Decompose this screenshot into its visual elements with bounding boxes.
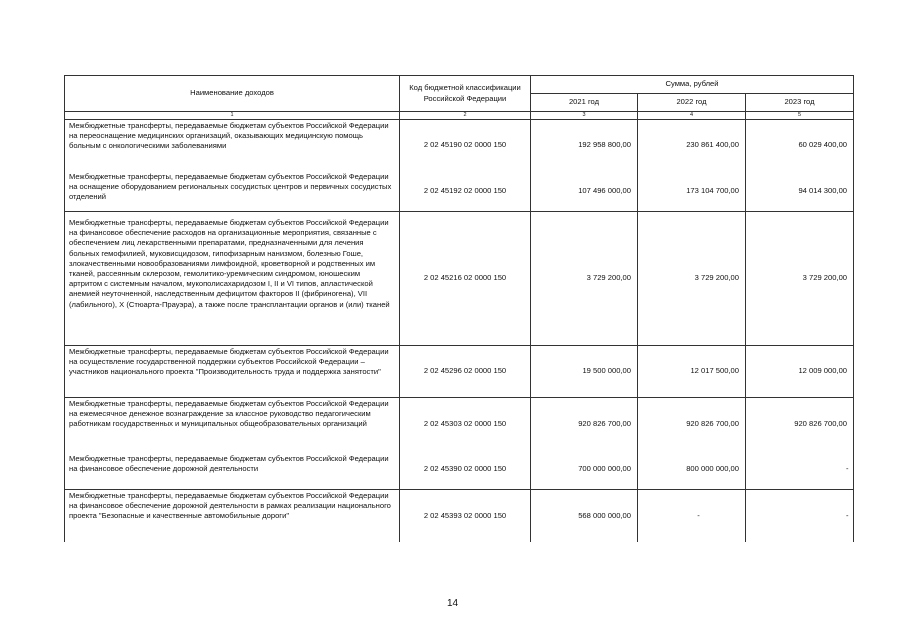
header-year-2022: 2022 год (638, 94, 746, 112)
col-number: 4 (638, 112, 746, 120)
revenue-name: Межбюджетные трансферты, передаваемые бюджетам субъектов Российской Федерации на ежемесячное денежное вознаграждение за классное руководство педагогическим работникам государственных и муниципальных общеобразовательных организаций (65, 398, 400, 450)
revenue-name: Межбюджетные трансферты, передаваемые бюджетам субъектов Российской Федерации на осуществление государственной поддержки субъектов Российской Федерации – участников национального проекта "Производительность труда и поддержка занятости" (65, 346, 400, 398)
budget-code: 2 02 45216 02 0000 150 (400, 212, 531, 346)
header-row-1 (65, 76, 854, 94)
revenue-name: Межбюджетные трансферты, передаваемые бюджетам субъектов Российской Федерации на финансовое обеспечение дорожной деятельности (65, 450, 400, 490)
col-number: 2 (400, 112, 531, 120)
amount-2023: - (746, 490, 854, 542)
col-number: 1 (65, 112, 400, 120)
column-number-row (65, 112, 854, 120)
amount-2021: 192 958 800,00 (531, 120, 638, 171)
budget-code: 2 02 45393 02 0000 150 (400, 490, 531, 542)
amount-2021: 568 000 000,00 (531, 490, 638, 542)
amount-2022: 3 729 200,00 (638, 212, 746, 346)
amount-2023: 12 009 000,00 (746, 346, 854, 398)
revenue-name: Межбюджетные трансферты, передаваемые бюджетам субъектов Российской Федерации на оснащение оборудованием региональных сосудистых центров и первичных сосудистых отделений (65, 171, 400, 212)
table-row (65, 450, 854, 490)
budget-code: 2 02 45390 02 0000 150 (400, 450, 531, 490)
budget-code: 2 02 45192 02 0000 150 (400, 171, 531, 212)
amount-2021: 19 500 000,00 (531, 346, 638, 398)
header-code: Код бюджетной классификации Российской Федерации (400, 76, 531, 112)
amount-2023: - (746, 450, 854, 490)
header-sum: Сумма, рублей (531, 76, 854, 94)
amount-2022: 173 104 700,00 (638, 171, 746, 212)
revenue-table (64, 75, 854, 542)
revenue-name: Межбюджетные трансферты, передаваемые бюджетам субъектов Российской Федерации на переоснащение медицинских организаций, оказывающих медицинскую помощь больным с онкологическими заболеваниями (65, 120, 400, 171)
col-number: 3 (531, 112, 638, 120)
amount-2023: 920 826 700,00 (746, 398, 854, 450)
header-year-2023: 2023 год (746, 94, 854, 112)
amount-2021: 920 826 700,00 (531, 398, 638, 450)
amount-2023: 3 729 200,00 (746, 212, 854, 346)
amount-2022: 12 017 500,00 (638, 346, 746, 398)
table-row (65, 490, 854, 542)
page-number: 14 (446, 598, 459, 609)
budget-code: 2 02 45190 02 0000 150 (400, 120, 531, 171)
table-row (65, 171, 854, 212)
amount-2021: 3 729 200,00 (531, 212, 638, 346)
amount-2021: 700 000 000,00 (531, 450, 638, 490)
amount-2023: 60 029 400,00 (746, 120, 854, 171)
table-row (65, 346, 854, 398)
amount-2023: 94 014 300,00 (746, 171, 854, 212)
amount-2022: 920 826 700,00 (638, 398, 746, 450)
header-year-2021: 2021 год (531, 94, 638, 112)
amount-2022: 230 861 400,00 (638, 120, 746, 171)
budget-code: 2 02 45303 02 0000 150 (400, 398, 531, 450)
table-row (65, 120, 854, 171)
budget-code: 2 02 45296 02 0000 150 (400, 346, 531, 398)
table-row (65, 398, 854, 450)
amount-2021: 107 496 000,00 (531, 171, 638, 212)
table-row (65, 212, 854, 346)
header-name: Наименование доходов (65, 76, 400, 112)
amount-2022: - (638, 490, 746, 542)
col-number: 5 (746, 112, 854, 120)
amount-2022: 800 000 000,00 (638, 450, 746, 490)
revenue-name: Межбюджетные трансферты, передаваемые бюджетам субъектов Российской Федерации на финансовое обеспечение расходов на организационные мероприятия, связанные с обеспечением лиц лекарственными препаратами, предназначенными для лечения больных гемофилией, муковисцидозом, гипофизарным нанизмом, болезнью Гоше, злокачественными новообразованиями лимфоидной, кроветворной и родственных им тканей, рассеянным склерозом, гемолитико-уремическим синдромом, юношеским артритом с системным началом, мукополисахаридозом I, II и VI типов, апластической анемией неуточненной, наследственным дефицитом факторов II (фибриногена), VII (лабильного), X (Стюарта-Прауэра), а также после трансплантации органов и (или) тканей (65, 212, 400, 346)
revenue-name: Межбюджетные трансферты, передаваемые бюджетам субъектов Российской Федерации на финансовое обеспечение дорожной деятельности в рамках реализации национального проекта "Безопасные и качественные автомобильные дороги" (65, 490, 400, 542)
